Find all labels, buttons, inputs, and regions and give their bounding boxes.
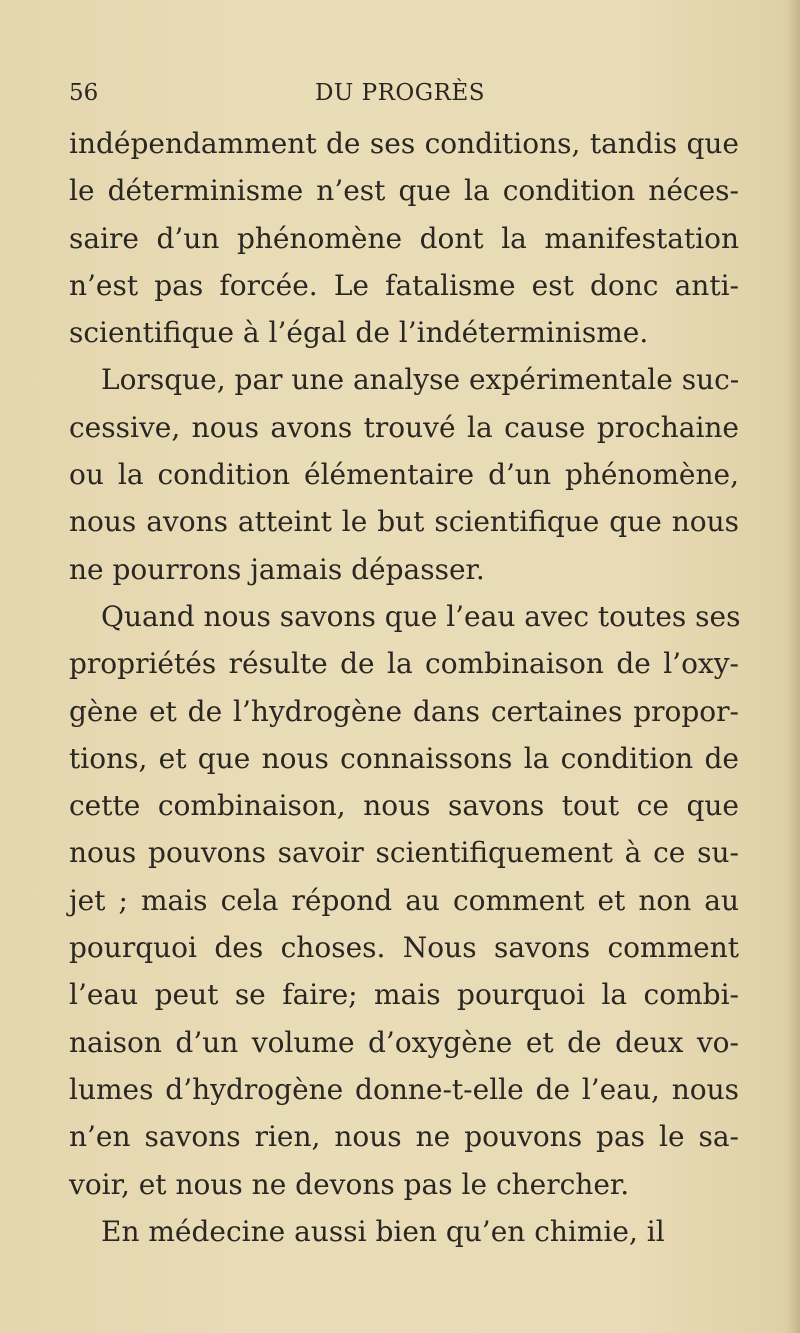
text-line: cette combinaison, nous savons tout ce que — [69, 789, 739, 823]
text-line: le déterminisme n’est que la condition néces- — [69, 174, 739, 208]
running-head: DU PROGRÈS — [314, 80, 486, 106]
text-line: n’en savons rien, nous ne pouvons pas le sa- — [69, 1120, 739, 1154]
text-line: En médecine aussi bien qu’en chimie, il — [101, 1214, 665, 1248]
text-line: scientifique à l’égal de l’indéterminisme. — [69, 316, 649, 350]
text-line: naison d’un volume d’oxygène et de deux vo- — [69, 1025, 739, 1059]
text-line: voir, et nous ne devons pas le chercher. — [69, 1167, 630, 1201]
text-line: gène et de l’hydrogène dans certaines propor- — [69, 694, 739, 728]
text-line: pourquoi des choses. Nous savons comment — [69, 931, 739, 965]
body-text — [69, 120, 739, 1255]
text-line: Lorsque, par une analyse expérimentale suc- — [101, 363, 740, 397]
text-line: indépendamment de ses conditions, tandis que — [69, 127, 739, 160]
text-line: n’est pas forcée. Le fatalisme est donc anti- — [69, 268, 739, 302]
text-line: l’eau peut se faire; mais pourquoi la combi- — [69, 978, 739, 1012]
text-line: nous pouvons savoir scientifiquement à ce su- — [69, 836, 739, 870]
text-line: ne pourrons jamais dépasser. — [69, 552, 485, 586]
text-line: Quand nous savons que l’eau avec toutes ses — [101, 599, 741, 633]
text-line: saire d’un phénomène dont la manifestation — [69, 221, 739, 255]
page-edge-shadow — [786, 0, 800, 1333]
text-line: lumes d’hydrogène donne-t-elle de l’eau, nous — [69, 1072, 739, 1106]
text-line: ou la condition élémentaire d’un phénomène, — [69, 458, 739, 492]
page-number: 56 — [69, 80, 99, 106]
text-line: nous avons atteint le but scientifique que nous — [69, 505, 739, 539]
text-line: cessive, nous avons trouvé la cause prochaine — [69, 410, 739, 444]
page-header — [0, 78, 800, 108]
text-line: jet ; mais cela répond au comment et non au — [69, 883, 739, 917]
text-line: tions, et que nous connaissons la condition de — [69, 741, 739, 775]
text-line: propriétés résulte de la combinaison de l’oxy- — [69, 647, 739, 681]
